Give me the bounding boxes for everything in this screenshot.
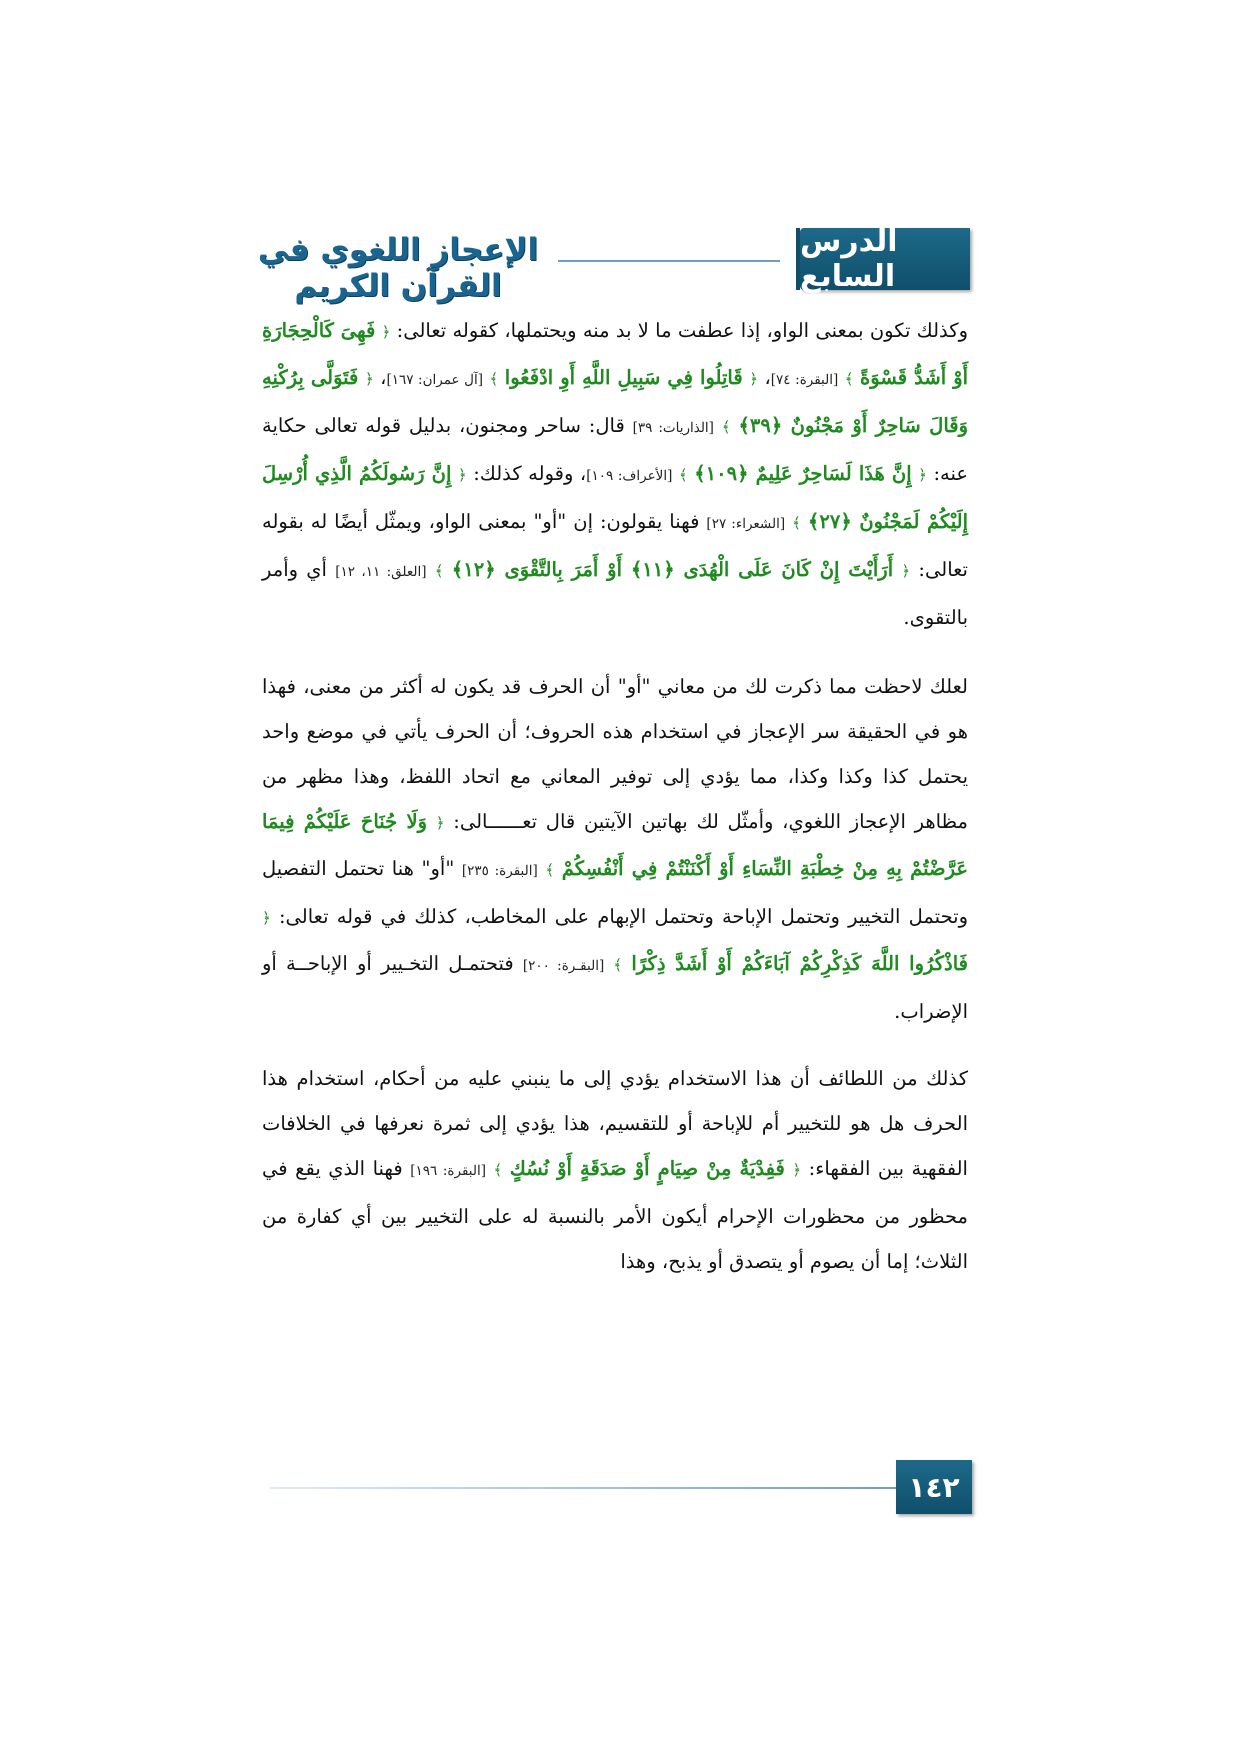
- quran-verse: وَلَا جُنَاحَ عَلَيْكُمْ فِيمَا عَرَّضْتُمْ بِهِ مِنْ خِطْبَةِ النِّسَاءِ أَوْ أَكْنَنْتُمْ فِي أَنْفُسِكُمْ: [262, 810, 968, 880]
- page-number: ١٤٢: [908, 1470, 960, 1504]
- page-footer: [270, 1460, 972, 1516]
- page-number-badge: [896, 1460, 972, 1514]
- verse-open-ornament: ﴿: [435, 814, 445, 832]
- text: "أو" هنا تحتمل التفصيل وتحتمل التخيير وتحتمل الإباحة وتحتمل الإبهام على المخاطب، كذلك في قوله تعالى:: [262, 857, 968, 928]
- verse-open-ornament: ﴿: [901, 562, 911, 580]
- verse-open-ornament: ﴿: [381, 323, 391, 341]
- quran-verse: فَاذْكُرُوا اللَّهَ كَذِكْرِكُمْ آبَاءَكُمْ أَوْ أَشَدَّ ذِكْرًا: [631, 952, 968, 975]
- text: أي وأمر بالتقوى.: [262, 558, 968, 629]
- page-body: [262, 308, 968, 1284]
- text: فهنا يقولون: إن "أو" بمعنى الواو، ويمثّل أيضًا له بقوله تعالى:: [262, 510, 968, 581]
- verse-close-ornament: ﴾: [721, 418, 731, 436]
- text: ، وقوله كذلك:: [466, 462, 587, 485]
- quran-verse: أَرَأَيْتَ إِنْ كَانَ عَلَى الْهُدَى ﴿١١﴾ أَوْ أَمَرَ بِالتَّقْوَى ﴿١٢﴾: [451, 558, 894, 581]
- verse-reference: [آل عمران: ١٦٧]: [386, 372, 483, 388]
- quran-verse: إِنَّ هَذَا لَسَاحِرٌ عَلِيمٌ ﴿١٠٩﴾: [694, 462, 912, 485]
- verse-close-ornament: ﴾: [489, 370, 499, 388]
- text: لعلك لاحظت مما ذكرت لك من معاني "أو" أن الحرف قد يكون له أكثر من معنى، فهذا هو في الحقيقة سر الإعجاز في استخدام هذه الحروف؛ أن الحرف يأتي في موضع واحد يحتمل كذا وكذا وكذا، مما يؤدي إلى توفير المعاني مع اتحاد اللفظ، وهذا مظهر من مظاهر الإعجاز اللغوي، وأمثّل لك بهاتين الآيتين قال تعــــــالى:: [262, 675, 968, 833]
- verse-open-ornament: ﴿: [918, 466, 927, 484]
- verse-close-ornament: ﴾: [545, 861, 555, 879]
- quran-verse: فَتَوَلَّى بِرُكْنِهِ وَقَالَ سَاحِرٌ أَوْ مَجْنُونٌ ﴿٣٩﴾: [262, 366, 969, 437]
- page-header: [248, 224, 970, 304]
- quran-verse: قَاتِلُوا فِي سَبِيلِ اللَّهِ أَوِ ادْفَعُوا: [504, 366, 743, 389]
- verse-open-ornament: ﴿: [364, 370, 374, 388]
- verse-open-ornament: ﴿: [792, 1161, 802, 1179]
- text: كذلك من اللطائف أن هذا الاستخدام يؤدي إلى ما ينبني عليه من أحكام، استخدام هذا الحرف هل هو للتخيير أم للإباحة أو للتقسيم، هذا يؤدي إلى ثمرة نعرفها في الخلافات الفقهية بين الفقهاء:: [262, 1067, 968, 1180]
- verse-open-ornament: ﴿: [749, 370, 758, 388]
- verse-reference: [البقرة: ٢٣٥]: [461, 863, 538, 879]
- quran-verse: إِنَّ رَسُولَكُمُ الَّذِي أُرْسِلَ إِلَيْكُمْ لَمَجْنُونٌ ﴿٢٧﴾: [262, 462, 969, 533]
- verse-reference: [الذاريات: ٣٩]: [632, 420, 714, 436]
- verse-open-ornament: ﴿: [262, 909, 271, 927]
- verse-close-ornament: ﴾: [493, 1161, 503, 1179]
- verse-reference: [البقرة: ١٩٦]: [410, 1163, 486, 1179]
- text: ،: [373, 366, 387, 389]
- verse-open-ornament: ﴿: [457, 466, 467, 484]
- lesson-label: الدرس السابع: [800, 224, 898, 294]
- verse-close-ornament: ﴾: [613, 956, 623, 974]
- verse-reference: [الشعراء: ٢٧]: [706, 516, 786, 532]
- text: قال: ساحر ومجنون، بدليل قوله تعالى حكاية عنه:: [262, 414, 968, 485]
- paragraph-2: [262, 664, 968, 1034]
- lesson-badge: [800, 224, 970, 294]
- verse-reference: [الأعراف: ١٠٩]: [586, 468, 673, 484]
- header-divider: [558, 260, 780, 262]
- verse-close-ornament: ﴾: [678, 466, 688, 484]
- paragraph-1: [262, 308, 968, 640]
- paragraph-3: [262, 1056, 968, 1284]
- verse-reference: [العلق: ١١، ١٢]: [335, 564, 427, 580]
- quran-verse: فَفِدْيَةٌ مِنْ صِيَامٍ أَوْ صَدَقَةٍ أَوْ نُسُكٍ: [509, 1157, 785, 1180]
- verse-reference: [البقرة: ٧٤]: [770, 372, 839, 388]
- footer-divider: [270, 1487, 896, 1489]
- verse-close-ornament: ﴾: [434, 562, 444, 580]
- verse-close-ornament: ﴾: [844, 370, 854, 388]
- verse-reference: [البقـرة: ٢٠٠]: [522, 958, 605, 974]
- book-title: الإعجاز اللغوي في القرآن الكريم: [257, 232, 539, 304]
- quran-verse: فَهِىَ كَالْحِجَارَةِ أَوْ أَشَدُّ قَسْوَةً: [262, 319, 969, 389]
- text: ،: [757, 366, 771, 389]
- text: وكذلك تكون بمعنى الواو، إذا عطفت ما لا بد منه ويحتملها، كقوله تعالى:: [390, 319, 968, 342]
- text: فتحتمـل التخـيير أو الإباحــة أو الإضراب.: [262, 952, 968, 1023]
- verse-close-ornament: ﴾: [792, 514, 801, 532]
- text: فهنا الذي يقع في محظور من محظورات الإحرام أيكون الأمر بالنسبة له على التخيير بين أي كفارة من الثلاث؛ إما أن يصوم أو يتصدق أو يذبح، وهذا: [262, 1157, 968, 1273]
